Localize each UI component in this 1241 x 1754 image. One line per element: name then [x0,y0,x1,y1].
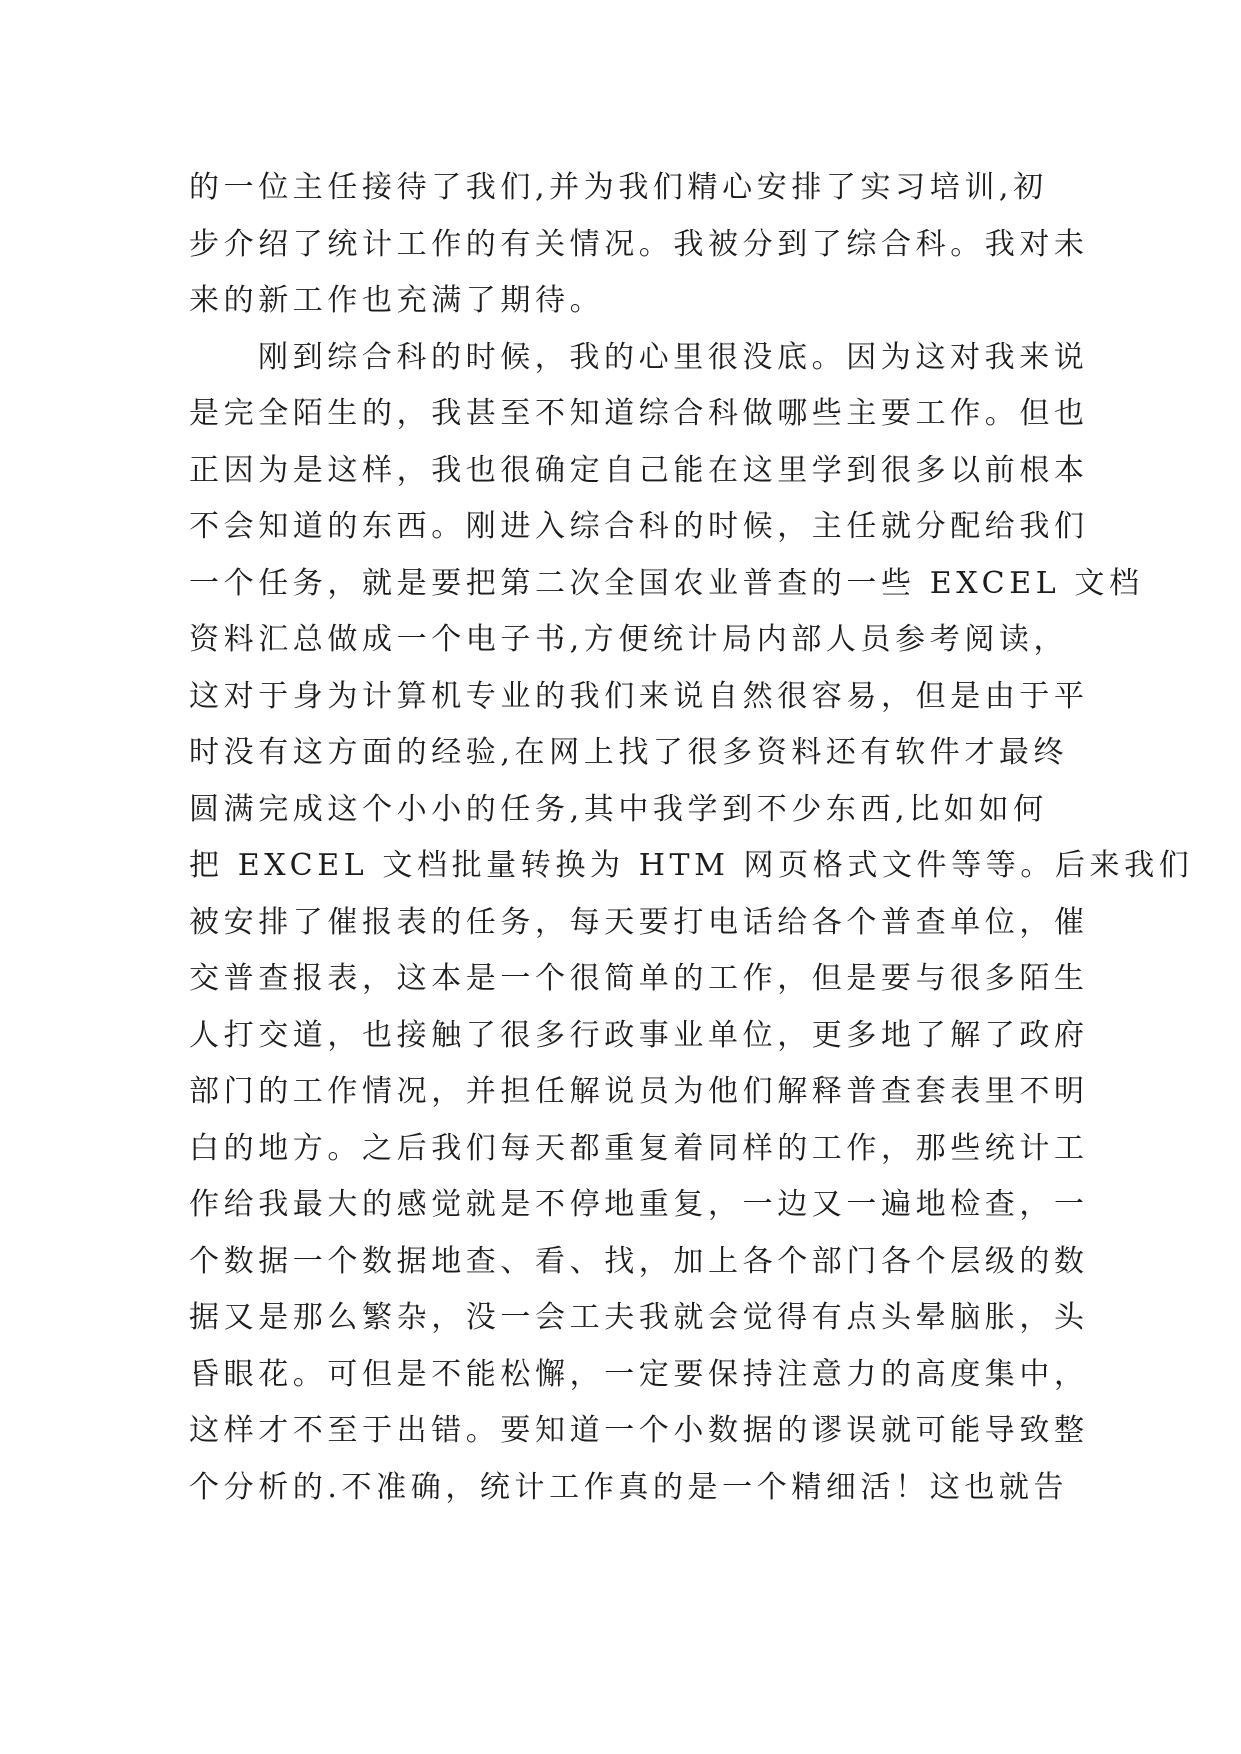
text-line: 的一位主任接待了我们,并为我们精心安排了实习培训,初 [189,170,1048,205]
text-line: 把 EXCEL 文档批量转换为 HTM 网页格式文件等等。后来我们 [189,848,1194,883]
document-body [189,160,1194,1516]
text-line: 来的新工作也充满了期待。 [189,283,605,318]
text-line: 正因为是这样，我也很确定自己能在这里学到很多以前根本 [189,452,1089,488]
text-line: 时没有这方面的经验,在网上找了很多资料还有软件才最终 [189,735,1069,770]
text-line: 作给我最大的感觉就是不停地重复，一边又一遍地检查，一 [189,1187,1089,1222]
text-line: 部门的工作情况，并担任解说员为他们解释普查套表里不明 [189,1074,1089,1109]
text-line: 一个任务，就是要把第二次全国农业普查的一些 EXCEL 文档 [189,565,1144,601]
text-line: 这对于身为计算机专业的我们来说自然很容易，但是由于平 [189,678,1089,714]
text-line: 被安排了催报表的任务，每天要打电话给各个普查单位，催 [189,904,1089,940]
text-line: 不会知道的东西。刚进入综合科的时候，主任就分配给我们 [189,509,1089,544]
text-line: 交普查报表，这本是一个很简单的工作，但是要与很多陌生 [189,961,1089,996]
text-line: 白的地方。之后我们每天都重复着同样的工作，那些统计工 [189,1130,1089,1166]
text-line: 人打交道，也接触了很多行政事业单位，更多地了解了政府 [189,1017,1089,1053]
text-line: 个分析的.不准确，统计工作真的是一个精细活！这也就告 [189,1469,1069,1505]
paragraph-first-line: 刚到综合科的时候，我的心里很没底。因为这对我来说 [258,339,1089,375]
text-line: 据又是那么繁杂，没一会工夫我就会觉得有点头晕脑胀，头 [189,1300,1089,1335]
text-line: 是完全陌生的，我甚至不知道综合科做哪些主要工作。但也 [189,396,1089,431]
text-line: 资料汇总做成一个电子书,方便统计局内部人员参考阅读， [189,622,1069,657]
text-line: 昏眼花。可但是不能松懈，一定要保持注意力的高度集中， [189,1356,1089,1392]
text-line: 个数据一个数据地查、看、找，加上各个部门各个层级的数 [189,1243,1089,1279]
text-line: 圆满完成这个小小的任务,其中我学到不少东西,比如如何 [189,791,1048,827]
text-line: 步介绍了统计工作的有关情况。我被分到了综合科。我对未 [189,226,1089,262]
text-line: 这样才不至于出错。要知道一个小数据的谬误就可能导致整 [189,1413,1089,1448]
